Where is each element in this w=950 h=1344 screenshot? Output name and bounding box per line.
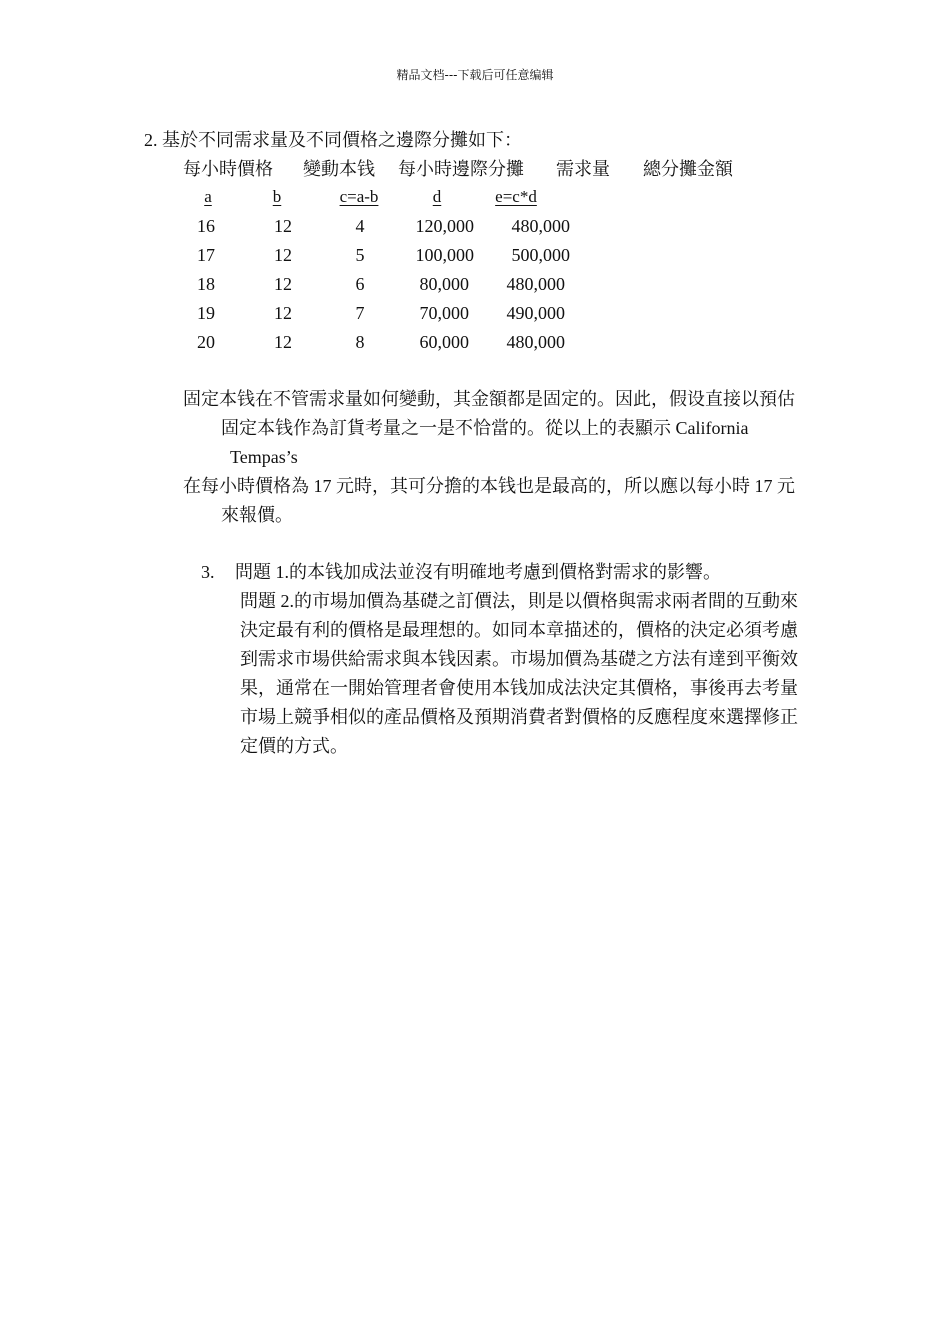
table-header-variable-cost: 變動本钱 [303, 159, 375, 179]
section-3-number: 3. [201, 562, 215, 582]
cell-a: 19 [197, 303, 215, 323]
cell-c: 6 [355, 274, 365, 294]
cell-e: 490,000 [506, 303, 565, 323]
section-3-line-3: 決定最有利的價格是最理想的。如同本章描述的，價格的決定必須考慮 [240, 620, 798, 640]
formula-header-d: d [432, 187, 442, 206]
paragraph-2-line-1: 在每小時價格為 17 元時，其可分擔的本钱也是最高的，所以應以每小時 17 元 [183, 476, 795, 496]
cell-d: 80,000 [419, 274, 469, 294]
section-3-line-6: 市場上競爭相似的產品價格及預期消費者對價格的反應程度來選擇修正 [240, 707, 798, 727]
cell-c: 4 [355, 216, 365, 236]
formula-header-b: b [272, 187, 282, 206]
formula-header-c: c=a-b [339, 187, 379, 206]
section-2-heading: 2. 基於不同需求量及不同價格之邊際分攤如下： [144, 130, 522, 150]
cell-e: 480,000 [511, 216, 570, 236]
cell-c: 7 [355, 303, 365, 323]
cell-d: 120,000 [415, 216, 474, 236]
paragraph-1-line-3: Tempas’s [230, 447, 298, 467]
cell-a: 18 [197, 274, 215, 294]
formula-header-e: e=c*d [495, 187, 537, 206]
cell-b: 12 [274, 245, 292, 265]
table-header-price: 每小時價格 [183, 159, 273, 179]
cell-e: 480,000 [506, 332, 565, 352]
section-3-line-5: 果，通常在一開始管理者會使用本钱加成法決定其價格，事後再去考量 [240, 678, 798, 698]
cell-e: 480,000 [506, 274, 565, 294]
paragraph-1-line-2: 固定本钱作為訂貨考量之一是不恰當的。從以上的表顯示 California [221, 418, 749, 438]
paragraph-1-line-1: 固定本钱在不管需求量如何變動，其金額都是固定的。因此，假设直接以預估 [183, 389, 795, 409]
table-header-total: 總分攤金額 [643, 159, 733, 179]
section-3-line-2: 問題 2.的市場加價為基礎之訂價法，則是以價格與需求兩者間的互動來 [240, 591, 798, 611]
page-header: 精品文档---下载后可任意编辑 [396, 68, 554, 82]
cell-d: 100,000 [415, 245, 474, 265]
cell-e: 500,000 [511, 245, 570, 265]
section-3-line-7: 定價的方式。 [240, 736, 348, 756]
table-header-marginal: 每小時邊際分攤 [398, 159, 524, 179]
cell-b: 12 [274, 303, 292, 323]
table-header-demand: 需求量 [556, 159, 610, 179]
section-3-line-4: 到需求市場供給需求與本钱因素。市場加價為基礎之方法有達到平衡效 [240, 649, 798, 669]
cell-b: 12 [274, 216, 292, 236]
cell-a: 16 [197, 216, 215, 236]
formula-header-a: a [204, 187, 212, 206]
cell-a: 20 [197, 332, 215, 352]
cell-b: 12 [274, 274, 292, 294]
paragraph-2-line-2: 來報價。 [221, 505, 293, 525]
cell-d: 60,000 [419, 332, 469, 352]
cell-a: 17 [197, 245, 215, 265]
cell-c: 5 [355, 245, 365, 265]
section-3-line-1: 問題 1.的本钱加成法並沒有明確地考慮到價格對需求的影響。 [235, 562, 721, 582]
cell-c: 8 [355, 332, 365, 352]
cell-d: 70,000 [419, 303, 469, 323]
cell-b: 12 [274, 332, 292, 352]
